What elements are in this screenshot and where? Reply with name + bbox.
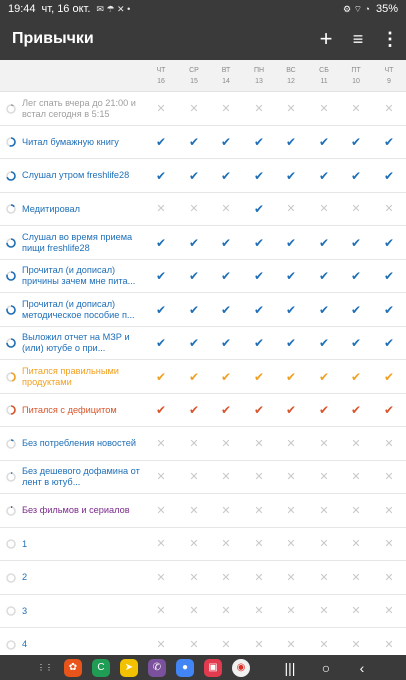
check-icon[interactable]: ✔: [188, 269, 200, 284]
status-date: чт, 16 окт.: [41, 3, 91, 15]
check-icon[interactable]: ✔: [285, 235, 297, 250]
habit-name: Медитировал: [22, 203, 80, 214]
cross-icon[interactable]: ✕: [384, 102, 394, 115]
check-icon[interactable]: ✔: [383, 302, 395, 317]
day-number: 11: [320, 78, 328, 85]
cross-icon[interactable]: ✕: [254, 538, 264, 551]
check-icon[interactable]: ✔: [253, 369, 265, 384]
cross-icon[interactable]: ✕: [189, 538, 199, 551]
check-icon[interactable]: ✔: [318, 235, 330, 250]
cross-icon[interactable]: ✕: [384, 538, 394, 551]
habit-progress-ring: [6, 539, 16, 549]
habit-name: Слушал во время приема пищи freshlife28: [22, 231, 133, 253]
cross-icon[interactable]: ✕: [319, 471, 329, 484]
cross-icon[interactable]: ✕: [189, 571, 199, 584]
cross-icon[interactable]: ✕: [254, 504, 264, 517]
check-icon[interactable]: ✔: [318, 269, 330, 284]
battery-text: 35%: [375, 3, 398, 15]
check-icon[interactable]: ✔: [220, 135, 232, 150]
day-of-week: СБ: [319, 67, 329, 74]
status-left: [8, 3, 130, 15]
check-icon[interactable]: ✔: [285, 403, 297, 418]
viber-icon[interactable]: ✆: [148, 659, 166, 677]
check-icon[interactable]: ✔: [350, 369, 362, 384]
habit-progress-ring: [6, 640, 16, 650]
check-icon[interactable]: ✔: [350, 235, 362, 250]
cross-icon[interactable]: ✕: [351, 605, 361, 618]
check-icon[interactable]: ✔: [253, 269, 265, 284]
cross-icon[interactable]: ✕: [351, 437, 361, 450]
check-icon[interactable]: ✔: [155, 403, 167, 418]
check-icon[interactable]: ✔: [155, 336, 167, 351]
app-red-icon[interactable]: ▣: [204, 659, 222, 677]
cross-icon[interactable]: ✕: [156, 638, 166, 651]
day-header: [311, 65, 337, 87]
habit-row[interactable]: [0, 427, 406, 461]
habit-row[interactable]: [0, 126, 406, 160]
cross-icon[interactable]: ✕: [286, 504, 296, 517]
cross-icon[interactable]: ✕: [221, 571, 231, 584]
check-icon[interactable]: ✔: [318, 168, 330, 183]
check-icon[interactable]: ✔: [285, 302, 297, 317]
habit-name: Без потребления новостей: [22, 438, 136, 449]
habit-name: Прочитал (и дописал) методическое пособие п...: [22, 298, 135, 320]
check-icon[interactable]: ✔: [155, 168, 167, 183]
check-icon[interactable]: ✔: [350, 403, 362, 418]
habit-name: Слушал утром freshlife28: [22, 170, 130, 181]
habit-row[interactable]: [0, 595, 406, 629]
check-icon[interactable]: ✔: [155, 269, 167, 284]
habit-row[interactable]: [0, 92, 406, 126]
check-icon[interactable]: ✔: [350, 135, 362, 150]
habit-progress-ring: [6, 171, 16, 181]
cross-icon[interactable]: ✕: [254, 571, 264, 584]
habit-row[interactable]: [0, 494, 406, 528]
day-number: 14: [222, 78, 230, 85]
habit-name: 2: [22, 572, 28, 583]
habit-progress-ring: [6, 472, 16, 482]
cross-icon[interactable]: ✕: [254, 437, 264, 450]
status-right: [343, 3, 398, 15]
check-icon[interactable]: ✔: [188, 369, 200, 384]
day-header: [343, 65, 369, 87]
cross-icon[interactable]: ✕: [156, 437, 166, 450]
check-icon[interactable]: ✔: [188, 336, 200, 351]
cross-icon[interactable]: ✕: [384, 471, 394, 484]
cross-icon[interactable]: ✕: [254, 605, 264, 618]
recents-icon[interactable]: |||: [284, 659, 296, 676]
check-icon[interactable]: ✔: [253, 336, 265, 351]
habit-name: Читал бумажную книгу: [22, 136, 119, 147]
check-icon[interactable]: ✔: [383, 369, 395, 384]
day-header: [278, 65, 304, 87]
habit-row[interactable]: [0, 628, 406, 655]
check-icon[interactable]: ✔: [285, 269, 297, 284]
check-icon[interactable]: ✔: [350, 269, 362, 284]
habit-progress-ring: [6, 238, 16, 248]
check-icon[interactable]: ✔: [350, 168, 362, 183]
habit-progress-ring: [6, 305, 16, 315]
check-icon[interactable]: ✔: [220, 269, 232, 284]
microphone-icon[interactable]: ●: [176, 659, 194, 677]
check-icon[interactable]: ✔: [188, 302, 200, 317]
habit-progress-ring: [6, 405, 16, 415]
cross-icon[interactable]: ✕: [221, 203, 231, 216]
habit-progress-ring: [6, 204, 16, 214]
check-icon[interactable]: ✔: [318, 336, 330, 351]
check-icon[interactable]: ✔: [318, 403, 330, 418]
more-vert-icon: ⋮: [381, 28, 399, 49]
habit-row[interactable]: [0, 528, 406, 562]
habit-name: Без дешевого дофамина от лент в ютуб...: [22, 466, 140, 488]
check-icon[interactable]: ✔: [220, 336, 232, 351]
habit-row[interactable]: [0, 561, 406, 595]
cross-icon[interactable]: ✕: [189, 638, 199, 651]
check-icon[interactable]: ✔: [383, 168, 395, 183]
habit-name: Питался с дефицитом: [22, 404, 117, 415]
habit-row[interactable]: [0, 193, 406, 227]
check-icon[interactable]: ✔: [188, 168, 200, 183]
check-icon[interactable]: ✔: [220, 369, 232, 384]
cross-icon[interactable]: ✕: [189, 605, 199, 618]
cross-icon[interactable]: ✕: [384, 605, 394, 618]
cross-icon[interactable]: ✕: [319, 437, 329, 450]
cross-icon[interactable]: ✕: [319, 538, 329, 551]
cross-icon[interactable]: ✕: [286, 638, 296, 651]
cross-icon[interactable]: ✕: [286, 102, 296, 115]
check-icon[interactable]: ✔: [285, 168, 297, 183]
day-header: [181, 65, 207, 87]
habit-progress-ring: [6, 573, 16, 583]
day-number: 10: [352, 78, 360, 85]
habit-name: 4: [22, 639, 28, 650]
cross-icon[interactable]: ✕: [384, 203, 394, 216]
habit-row[interactable]: [0, 327, 406, 361]
check-icon[interactable]: ✔: [155, 235, 167, 250]
check-icon[interactable]: ✔: [383, 135, 395, 150]
cross-icon[interactable]: ✕: [221, 605, 231, 618]
home-icon[interactable]: ○: [321, 659, 331, 676]
habit-name: 3: [22, 605, 28, 616]
habit-name: Питался правильными продуктами: [22, 365, 119, 387]
cross-icon[interactable]: ✕: [221, 471, 231, 484]
cross-icon[interactable]: ✕: [189, 471, 199, 484]
back-icon[interactable]: ‹: [359, 659, 365, 676]
cross-icon[interactable]: ✕: [384, 437, 394, 450]
check-icon[interactable]: ✔: [253, 302, 265, 317]
day-number: 16: [157, 78, 165, 85]
app-bar: [0, 18, 406, 60]
habit-progress-ring: [6, 271, 16, 281]
habit-name: Прочитал (и дописал) причины зачем мне пита...: [22, 265, 136, 287]
cross-icon[interactable]: ✕: [319, 102, 329, 115]
check-icon[interactable]: ✔: [318, 135, 330, 150]
filter-icon: ≡: [352, 28, 364, 49]
check-icon[interactable]: ✔: [285, 369, 297, 384]
day-number: 13: [255, 78, 263, 85]
habit-row[interactable]: [0, 260, 406, 294]
habit-progress-ring: [6, 137, 16, 147]
day-header: [246, 65, 272, 87]
cross-icon[interactable]: ✕: [221, 437, 231, 450]
habit-name: Лег спать вчера до 21:00 и встал сегодня в 5:15: [22, 97, 136, 119]
cross-icon[interactable]: ✕: [156, 571, 166, 584]
cross-icon[interactable]: ✕: [319, 203, 329, 216]
cross-icon[interactable]: ✕: [286, 203, 296, 216]
check-icon[interactable]: ✔: [383, 235, 395, 250]
cross-icon[interactable]: ✕: [156, 605, 166, 618]
cross-icon[interactable]: ✕: [254, 471, 264, 484]
habit-name: 1: [22, 538, 28, 549]
cross-icon[interactable]: ✕: [254, 638, 264, 651]
cross-icon[interactable]: ✕: [351, 203, 361, 216]
cross-icon[interactable]: ✕: [189, 504, 199, 517]
days-header: [0, 60, 406, 92]
status-time: 19:44: [8, 3, 36, 15]
habit-name: Выложил отчет на МЗР и (или) ютубе о при...: [22, 332, 130, 354]
day-of-week: СР: [189, 67, 199, 74]
more-vert-button[interactable]: [374, 23, 406, 55]
cross-icon[interactable]: ✕: [189, 102, 199, 115]
app-yellow-icon[interactable]: ➤: [120, 659, 138, 677]
check-icon[interactable]: ✔: [383, 269, 395, 284]
check-icon[interactable]: ✔: [383, 403, 395, 418]
cross-icon[interactable]: ✕: [221, 102, 231, 115]
cross-icon[interactable]: ✕: [384, 504, 394, 517]
habit-progress-ring: [6, 372, 16, 382]
day-number: 15: [190, 78, 198, 85]
cross-icon[interactable]: ✕: [286, 471, 296, 484]
cross-icon[interactable]: ✕: [156, 504, 166, 517]
check-icon[interactable]: ✔: [285, 336, 297, 351]
check-icon[interactable]: ✔: [155, 302, 167, 317]
cross-icon[interactable]: ✕: [286, 571, 296, 584]
day-header: [213, 65, 239, 87]
check-icon[interactable]: ✔: [318, 369, 330, 384]
cross-icon[interactable]: ✕: [351, 504, 361, 517]
check-icon[interactable]: ✔: [253, 202, 265, 217]
day-of-week: ЧТ: [156, 67, 166, 74]
habit-progress-ring: [6, 104, 16, 114]
cross-icon[interactable]: ✕: [286, 437, 296, 450]
check-icon[interactable]: ✔: [350, 302, 362, 317]
habit-row[interactable]: [0, 293, 406, 327]
check-icon[interactable]: ✔: [188, 235, 200, 250]
cross-icon[interactable]: ✕: [351, 571, 361, 584]
day-header: [148, 65, 174, 87]
cross-icon[interactable]: ✕: [221, 504, 231, 517]
check-icon[interactable]: ✔: [220, 235, 232, 250]
check-icon[interactable]: ✔: [220, 302, 232, 317]
status-bar: [0, 0, 406, 18]
app-orange-icon[interactable]: ✿: [64, 659, 82, 677]
habit-row[interactable]: [0, 360, 406, 394]
cross-icon[interactable]: ✕: [351, 638, 361, 651]
habit-progress-ring: [6, 338, 16, 348]
day-of-week: ВТ: [221, 67, 231, 74]
day-of-week: ЧТ: [384, 67, 394, 74]
cross-icon[interactable]: ✕: [156, 538, 166, 551]
status-icons: ⚙ ⌔ ◔: [343, 3, 370, 14]
day-number: 9: [387, 78, 391, 85]
app-green-icon[interactable]: C: [92, 659, 110, 677]
check-icon[interactable]: ✔: [155, 135, 167, 150]
day-number: 12: [287, 78, 295, 85]
cross-icon[interactable]: ✕: [351, 471, 361, 484]
check-icon[interactable]: ✔: [253, 168, 265, 183]
check-icon[interactable]: ✔: [253, 403, 265, 418]
cross-icon[interactable]: ✕: [351, 538, 361, 551]
habit-name: Без фильмов и сериалов: [22, 505, 130, 516]
check-icon[interactable]: ✔: [285, 135, 297, 150]
day-header: [376, 65, 402, 87]
cross-icon[interactable]: ✕: [384, 638, 394, 651]
chrome-icon[interactable]: ◉: [232, 659, 250, 677]
check-icon[interactable]: ✔: [188, 403, 200, 418]
day-of-week: ПТ: [351, 67, 361, 74]
add-icon: +: [319, 26, 333, 51]
habit-row[interactable]: [0, 394, 406, 428]
day-of-week: ПН: [253, 67, 265, 74]
cross-icon[interactable]: ✕: [351, 102, 361, 115]
check-icon[interactable]: ✔: [318, 302, 330, 317]
cross-icon[interactable]: ✕: [319, 638, 329, 651]
check-icon[interactable]: ✔: [253, 235, 265, 250]
habit-progress-ring: [6, 606, 16, 616]
cross-icon[interactable]: ✕: [384, 571, 394, 584]
check-icon[interactable]: ✔: [220, 168, 232, 183]
habit-row[interactable]: [0, 226, 406, 260]
check-icon[interactable]: ✔: [188, 135, 200, 150]
cross-icon[interactable]: ✕: [189, 203, 199, 216]
cross-icon[interactable]: ✕: [286, 605, 296, 618]
cross-icon[interactable]: ✕: [319, 504, 329, 517]
cross-icon[interactable]: ✕: [286, 538, 296, 551]
check-icon[interactable]: ✔: [383, 336, 395, 351]
notification-icons: ✉ ☂ ✕ •: [96, 3, 131, 14]
habit-list[interactable]: [0, 92, 406, 655]
habit-progress-ring: [6, 439, 16, 449]
cross-icon[interactable]: ✕: [221, 638, 231, 651]
cross-icon[interactable]: ✕: [319, 605, 329, 618]
check-icon[interactable]: ✔: [350, 336, 362, 351]
cross-icon[interactable]: ✕: [221, 538, 231, 551]
apps-grid-icon[interactable]: ⋮⋮: [36, 659, 54, 677]
navigation-bar: [0, 655, 406, 680]
cross-icon[interactable]: ✕: [156, 102, 166, 115]
habit-row[interactable]: [0, 461, 406, 495]
cross-icon[interactable]: ✕: [156, 203, 166, 216]
add-button[interactable]: [310, 23, 342, 55]
cross-icon[interactable]: ✕: [319, 571, 329, 584]
day-of-week: ВС: [286, 67, 296, 74]
habit-progress-ring: [6, 506, 16, 516]
check-icon[interactable]: ✔: [220, 403, 232, 418]
cross-icon[interactable]: ✕: [189, 437, 199, 450]
check-icon[interactable]: ✔: [155, 369, 167, 384]
check-icon[interactable]: ✔: [253, 135, 265, 150]
cross-icon[interactable]: ✕: [156, 471, 166, 484]
filter-button[interactable]: [342, 23, 374, 55]
page-title: Привычки: [12, 30, 94, 47]
habit-row[interactable]: [0, 159, 406, 193]
app-bar-actions: [310, 23, 406, 55]
cross-icon[interactable]: ✕: [254, 102, 264, 115]
